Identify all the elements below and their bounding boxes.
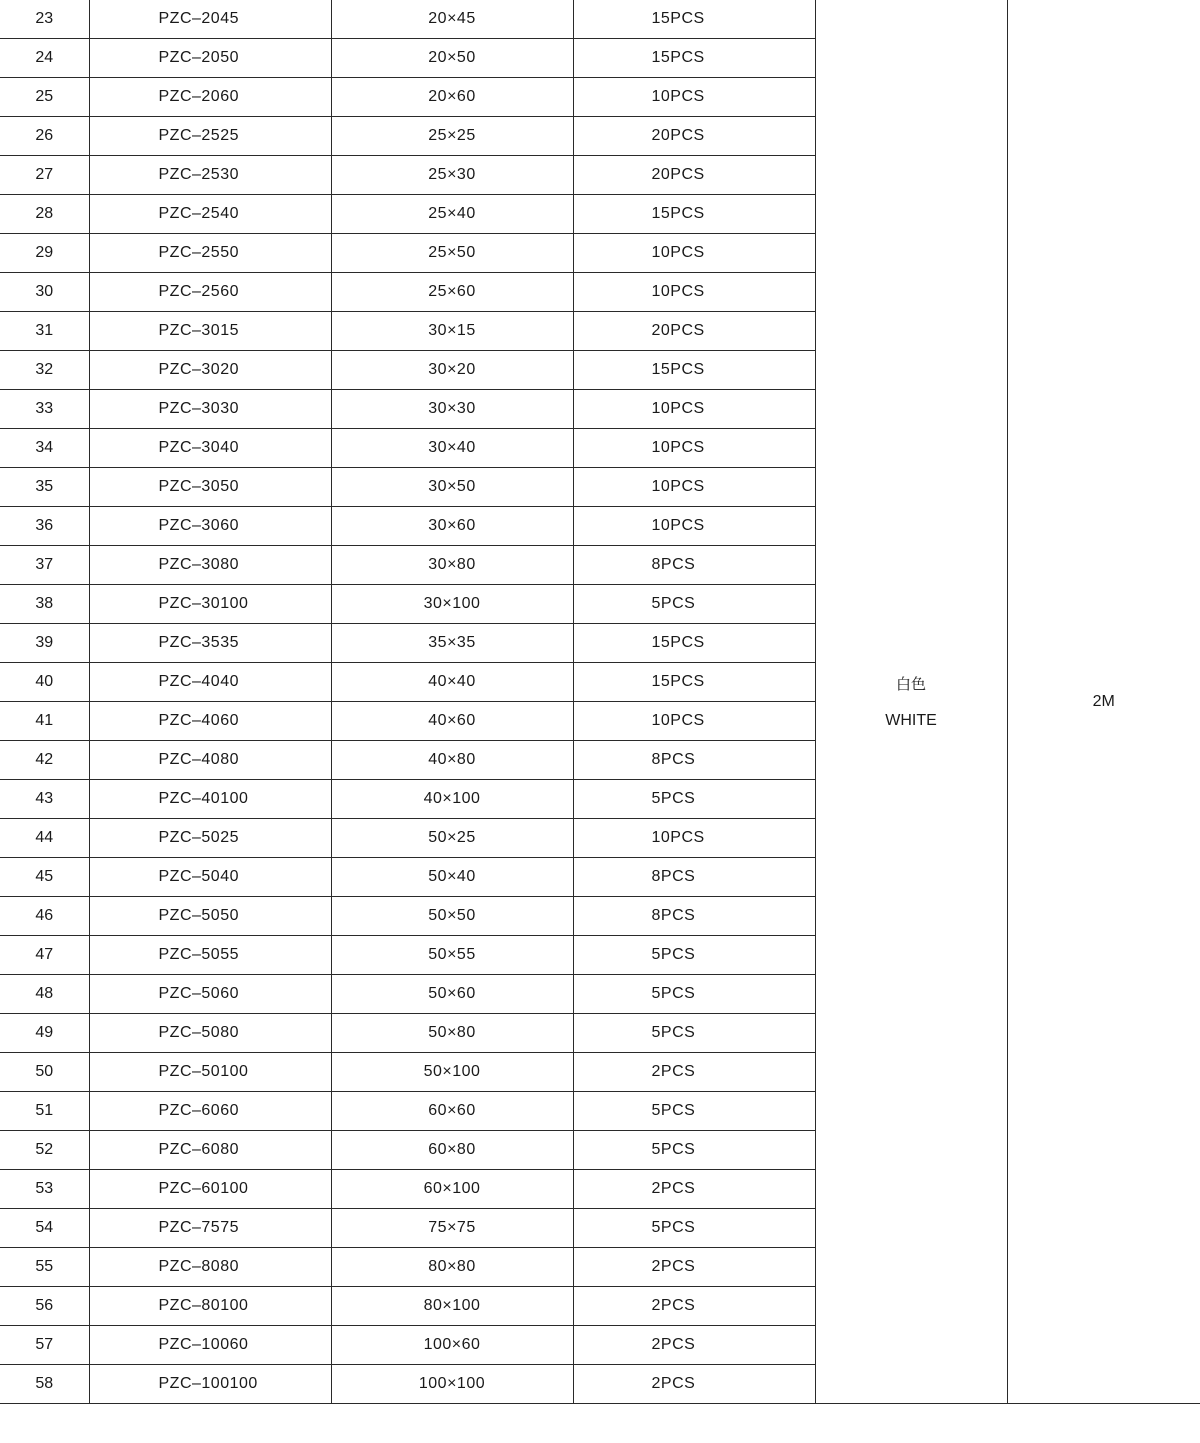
item-number-cell: 41 xyxy=(0,702,89,741)
quantity-cell: 15PCS xyxy=(573,351,815,390)
model-cell: PZC–80100 xyxy=(89,1287,331,1326)
item-number-cell: 57 xyxy=(0,1326,89,1365)
model-cell: PZC–3015 xyxy=(89,312,331,351)
model-cell: PZC–3080 xyxy=(89,546,331,585)
quantity-cell: 15PCS xyxy=(573,0,815,39)
item-number-cell: 52 xyxy=(0,1131,89,1170)
item-number-cell: 42 xyxy=(0,741,89,780)
size-cell: 30×50 xyxy=(331,468,573,507)
quantity-cell: 15PCS xyxy=(573,39,815,78)
model-cell: PZC–3040 xyxy=(89,429,331,468)
size-cell: 40×40 xyxy=(331,663,573,702)
quantity-cell: 10PCS xyxy=(573,507,815,546)
quantity-cell: 15PCS xyxy=(573,195,815,234)
quantity-cell: 8PCS xyxy=(573,741,815,780)
item-number-cell: 23 xyxy=(0,0,89,39)
quantity-cell: 5PCS xyxy=(573,585,815,624)
quantity-cell: 5PCS xyxy=(573,936,815,975)
model-cell: PZC–5080 xyxy=(89,1014,331,1053)
item-number-cell: 38 xyxy=(0,585,89,624)
model-cell: PZC–2050 xyxy=(89,39,331,78)
item-number-cell: 25 xyxy=(0,78,89,117)
size-cell: 20×45 xyxy=(331,0,573,39)
item-number-cell: 39 xyxy=(0,624,89,663)
model-cell: PZC–6060 xyxy=(89,1092,331,1131)
size-cell: 30×40 xyxy=(331,429,573,468)
size-cell: 25×40 xyxy=(331,195,573,234)
model-cell: PZC–4040 xyxy=(89,663,331,702)
model-cell: PZC–3050 xyxy=(89,468,331,507)
item-number-cell: 33 xyxy=(0,390,89,429)
quantity-cell: 2PCS xyxy=(573,1248,815,1287)
item-number-cell: 47 xyxy=(0,936,89,975)
model-cell: PZC–2560 xyxy=(89,273,331,312)
quantity-cell: 20PCS xyxy=(573,312,815,351)
size-cell: 25×30 xyxy=(331,156,573,195)
size-cell: 50×100 xyxy=(331,1053,573,1092)
size-cell: 40×80 xyxy=(331,741,573,780)
size-cell: 80×80 xyxy=(331,1248,573,1287)
item-number-cell: 26 xyxy=(0,117,89,156)
color-label-english: WHITE xyxy=(885,712,937,729)
quantity-cell: 5PCS xyxy=(573,1092,815,1131)
size-cell: 100×100 xyxy=(331,1365,573,1404)
size-cell: 30×60 xyxy=(331,507,573,546)
item-number-cell: 36 xyxy=(0,507,89,546)
model-cell: PZC–30100 xyxy=(89,585,331,624)
size-cell: 20×50 xyxy=(331,39,573,78)
item-number-cell: 45 xyxy=(0,858,89,897)
size-cell: 50×60 xyxy=(331,975,573,1014)
item-number-cell: 27 xyxy=(0,156,89,195)
size-cell: 75×75 xyxy=(331,1209,573,1248)
size-cell: 60×80 xyxy=(331,1131,573,1170)
item-number-cell: 58 xyxy=(0,1365,89,1404)
model-cell: PZC–10060 xyxy=(89,1326,331,1365)
model-cell: PZC–8080 xyxy=(89,1248,331,1287)
quantity-cell: 2PCS xyxy=(573,1326,815,1365)
size-cell: 50×80 xyxy=(331,1014,573,1053)
item-number-cell: 40 xyxy=(0,663,89,702)
model-cell: PZC–60100 xyxy=(89,1170,331,1209)
item-number-cell: 49 xyxy=(0,1014,89,1053)
size-cell: 30×15 xyxy=(331,312,573,351)
size-cell: 100×60 xyxy=(331,1326,573,1365)
quantity-cell: 8PCS xyxy=(573,897,815,936)
size-cell: 80×100 xyxy=(331,1287,573,1326)
item-number-cell: 35 xyxy=(0,468,89,507)
quantity-cell: 10PCS xyxy=(573,390,815,429)
quantity-cell: 5PCS xyxy=(573,1014,815,1053)
quantity-cell: 10PCS xyxy=(573,234,815,273)
model-cell: PZC–100100 xyxy=(89,1365,331,1404)
quantity-cell: 10PCS xyxy=(573,429,815,468)
item-number-cell: 55 xyxy=(0,1248,89,1287)
quantity-cell: 20PCS xyxy=(573,156,815,195)
size-cell: 25×50 xyxy=(331,234,573,273)
model-cell: PZC–2045 xyxy=(89,0,331,39)
quantity-cell: 15PCS xyxy=(573,663,815,702)
model-cell: PZC–5060 xyxy=(89,975,331,1014)
size-cell: 60×100 xyxy=(331,1170,573,1209)
quantity-cell: 5PCS xyxy=(573,780,815,819)
quantity-cell: 2PCS xyxy=(573,1170,815,1209)
quantity-cell: 8PCS xyxy=(573,858,815,897)
item-number-cell: 31 xyxy=(0,312,89,351)
item-number-cell: 37 xyxy=(0,546,89,585)
quantity-cell: 2PCS xyxy=(573,1053,815,1092)
size-cell: 50×50 xyxy=(331,897,573,936)
length-cell: 2M xyxy=(1007,0,1200,1404)
item-number-cell: 44 xyxy=(0,819,89,858)
model-cell: PZC–4060 xyxy=(89,702,331,741)
size-cell: 20×60 xyxy=(331,78,573,117)
model-cell: PZC–6080 xyxy=(89,1131,331,1170)
item-number-cell: 54 xyxy=(0,1209,89,1248)
size-cell: 35×35 xyxy=(331,624,573,663)
item-number-cell: 50 xyxy=(0,1053,89,1092)
quantity-cell: 2PCS xyxy=(573,1287,815,1326)
item-number-cell: 53 xyxy=(0,1170,89,1209)
item-number-cell: 48 xyxy=(0,975,89,1014)
size-cell: 50×40 xyxy=(331,858,573,897)
size-cell: 40×60 xyxy=(331,702,573,741)
size-cell: 30×80 xyxy=(331,546,573,585)
item-number-cell: 29 xyxy=(0,234,89,273)
model-cell: PZC–40100 xyxy=(89,780,331,819)
model-cell: PZC–5055 xyxy=(89,936,331,975)
model-cell: PZC–3030 xyxy=(89,390,331,429)
size-cell: 60×60 xyxy=(331,1092,573,1131)
model-cell: PZC–2530 xyxy=(89,156,331,195)
model-cell: PZC–5040 xyxy=(89,858,331,897)
color-label-chinese: 白色 xyxy=(895,675,926,693)
quantity-cell: 10PCS xyxy=(573,819,815,858)
model-cell: PZC–7575 xyxy=(89,1209,331,1248)
item-number-cell: 43 xyxy=(0,780,89,819)
size-cell: 30×20 xyxy=(331,351,573,390)
model-cell: PZC–3060 xyxy=(89,507,331,546)
quantity-cell: 10PCS xyxy=(573,702,815,741)
size-cell: 25×25 xyxy=(331,117,573,156)
quantity-cell: 20PCS xyxy=(573,117,815,156)
quantity-cell: 2PCS xyxy=(573,1365,815,1404)
item-number-cell: 34 xyxy=(0,429,89,468)
model-cell: PZC–5050 xyxy=(89,897,331,936)
size-cell: 50×25 xyxy=(331,819,573,858)
size-cell: 25×60 xyxy=(331,273,573,312)
size-cell: 50×55 xyxy=(331,936,573,975)
model-cell: PZC–50100 xyxy=(89,1053,331,1092)
quantity-cell: 10PCS xyxy=(573,78,815,117)
size-cell: 40×100 xyxy=(331,780,573,819)
model-cell: PZC–2540 xyxy=(89,195,331,234)
quantity-cell: 8PCS xyxy=(573,546,815,585)
table-row xyxy=(0,0,1200,39)
quantity-cell: 10PCS xyxy=(573,273,815,312)
quantity-cell: 5PCS xyxy=(573,975,815,1014)
item-number-cell: 51 xyxy=(0,1092,89,1131)
model-cell: PZC–3535 xyxy=(89,624,331,663)
quantity-cell: 5PCS xyxy=(573,1209,815,1248)
quantity-cell: 15PCS xyxy=(573,624,815,663)
color-cell xyxy=(815,0,1007,1404)
item-number-cell: 28 xyxy=(0,195,89,234)
item-number-cell: 24 xyxy=(0,39,89,78)
item-number-cell: 56 xyxy=(0,1287,89,1326)
size-cell: 30×100 xyxy=(331,585,573,624)
item-number-cell: 46 xyxy=(0,897,89,936)
model-cell: PZC–2525 xyxy=(89,117,331,156)
item-number-cell: 32 xyxy=(0,351,89,390)
model-cell: PZC–4080 xyxy=(89,741,331,780)
size-cell: 30×30 xyxy=(331,390,573,429)
quantity-cell: 5PCS xyxy=(573,1131,815,1170)
model-cell: PZC–3020 xyxy=(89,351,331,390)
model-cell: PZC–2550 xyxy=(89,234,331,273)
item-number-cell: 30 xyxy=(0,273,89,312)
model-cell: PZC–5025 xyxy=(89,819,331,858)
quantity-cell: 10PCS xyxy=(573,468,815,507)
model-cell: PZC–2060 xyxy=(89,78,331,117)
